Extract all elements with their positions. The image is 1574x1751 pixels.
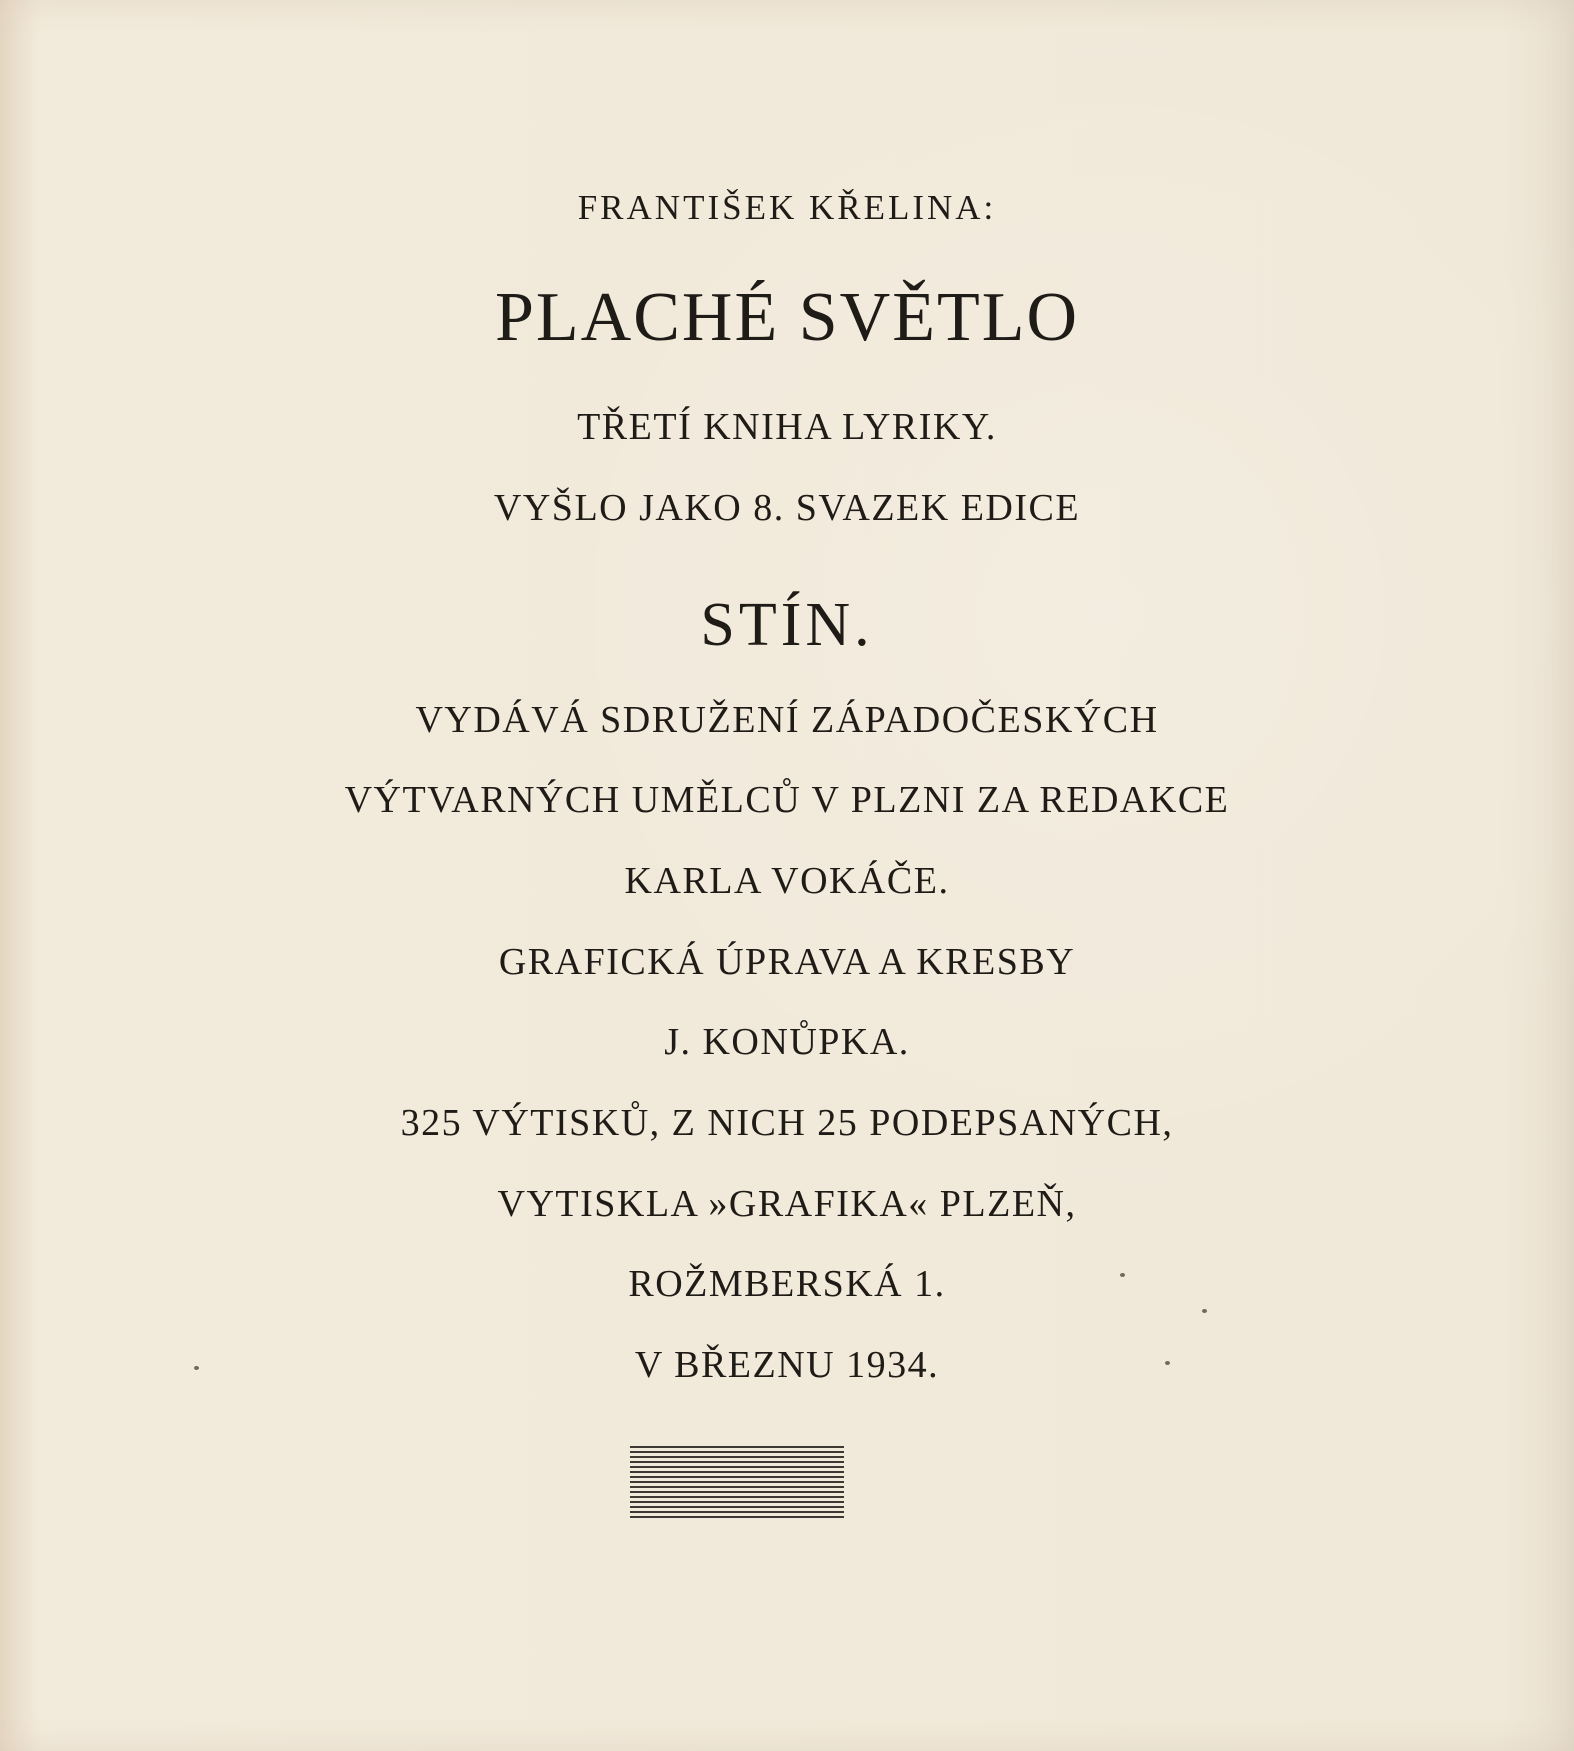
book-title: PLACHÉ SVĚTLO: [494, 279, 1080, 356]
printer-line-1: VYTISKLA »GRAFIKA« PLZEŇ,: [497, 1183, 1077, 1225]
copies-line: 325 VÝTISKŮ, Z NICH 25 PODEPSANÝCH,: [400, 1102, 1174, 1144]
design-line-2: J. KONŮPKA.: [664, 1021, 910, 1063]
series-intro: VYŠLO JAKO 8. SVAZEK EDICE: [493, 487, 1081, 529]
printer-line-2: ROŽMBERSKÁ 1.: [628, 1263, 946, 1305]
book-subtitle: TŘETÍ KNIHA LYRIKY.: [577, 406, 997, 448]
publisher-line-1: VYDÁVÁ SDRUŽENÍ ZÁPADOČESKÝCH: [415, 699, 1159, 741]
author-name: FRANTIŠEK KŘELINA:: [577, 188, 997, 227]
publisher-line-2: VÝTVARNÝCH UMĚLCŮ V PLZNI ZA REDAKCE: [344, 779, 1230, 821]
editor-line: KARLA VOKÁČE.: [624, 860, 950, 902]
decorative-rule-block: [630, 1446, 844, 1519]
design-line-1: GRAFICKÁ ÚPRAVA A KRESBY: [498, 941, 1076, 983]
series-name: STÍN.: [700, 591, 874, 659]
paper-speck: [1202, 1309, 1207, 1313]
paper-speck: [194, 1366, 199, 1370]
paper-speck: [1120, 1273, 1125, 1277]
publication-date: V BŘEZNU 1934.: [634, 1344, 940, 1386]
paper-speck: [1165, 1361, 1170, 1365]
